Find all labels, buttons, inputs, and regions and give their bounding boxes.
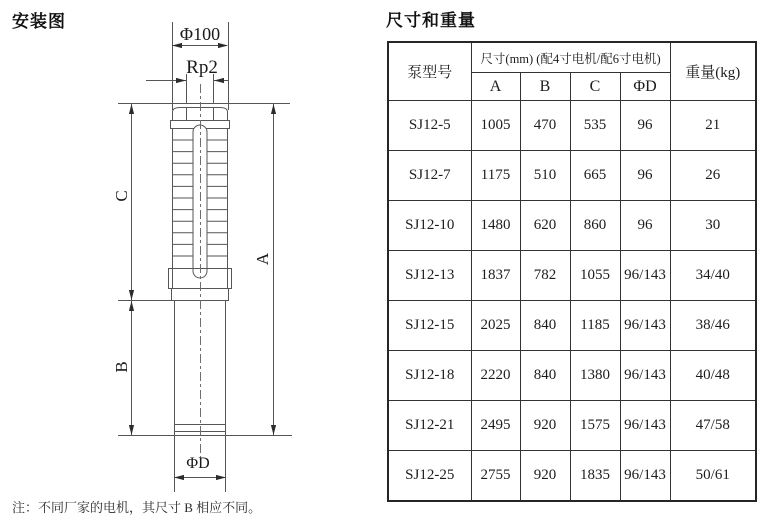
cell-b: 920	[520, 401, 570, 451]
cell-weight: 50/61	[670, 451, 756, 502]
table-row	[388, 351, 756, 401]
cell-a: 1005	[471, 101, 520, 151]
cell-phid: 96/143	[620, 301, 670, 351]
cell-phid: 96/143	[620, 401, 670, 451]
cell-c: 860	[570, 201, 620, 251]
cell-a: 2755	[471, 451, 520, 502]
dim-c	[112, 104, 134, 300]
cell-b: 840	[520, 301, 570, 351]
cell-a: 2220	[471, 351, 520, 401]
cell-model: SJ12-13	[388, 251, 471, 301]
pump-outline	[169, 84, 232, 492]
cell-phid: 96/143	[620, 351, 670, 401]
cell-weight: 34/40	[670, 251, 756, 301]
cell-b: 782	[520, 251, 570, 301]
dim-b-label: B	[112, 361, 131, 373]
cell-phid: 96	[620, 201, 670, 251]
cell-phid: 96	[620, 101, 670, 151]
table-row	[388, 151, 756, 201]
pump-installation-diagram	[0, 0, 380, 522]
cell-phid: 96/143	[620, 251, 670, 301]
dim-a	[253, 104, 276, 435]
table-row	[388, 301, 756, 351]
cable-guard-slot	[193, 125, 207, 278]
dimensions-table-title: 尺寸和重量	[386, 11, 476, 30]
cell-a: 1480	[471, 201, 520, 251]
cell-model: SJ12-15	[388, 301, 471, 351]
cell-b: 620	[520, 201, 570, 251]
cell-weight: 47/58	[670, 401, 756, 451]
dim-phid	[174, 455, 226, 480]
cell-c: 535	[570, 101, 620, 151]
cell-c: 1055	[570, 251, 620, 301]
table-row	[388, 451, 756, 502]
rp2-label: Rp2	[186, 57, 218, 78]
cell-model: SJ12-18	[388, 351, 471, 401]
cell-weight: 21	[670, 101, 756, 151]
col-header-dims-group: 尺寸(mm) (配4寸电机/配6寸电机)	[471, 42, 670, 73]
phi100-label: Φ100	[179, 24, 221, 44]
col-header-weight: 重量(kg)	[670, 42, 756, 101]
col-header-c: C	[570, 73, 620, 101]
dim-rp2	[146, 57, 228, 104]
col-header-a: A	[471, 73, 520, 101]
table-row	[388, 101, 756, 151]
cell-b: 470	[520, 101, 570, 151]
col-header-b: B	[520, 73, 570, 101]
dim-b	[112, 301, 134, 435]
cell-weight: 26	[670, 151, 756, 201]
cell-phid: 96/143	[620, 451, 670, 502]
cell-weight: 30	[670, 201, 756, 251]
cell-b: 840	[520, 351, 570, 401]
dim-c-label: C	[112, 190, 131, 202]
table-row	[388, 251, 756, 301]
cell-c: 1575	[570, 401, 620, 451]
cell-weight: 40/48	[670, 351, 756, 401]
cell-a: 1837	[471, 251, 520, 301]
installation-diagram-title: 安装图	[12, 12, 66, 31]
cell-b: 920	[520, 451, 570, 502]
cell-weight: 38/46	[670, 301, 756, 351]
col-header-model: 泵型号	[388, 42, 471, 101]
dim-a-label: A	[253, 252, 272, 266]
cell-model: SJ12-25	[388, 451, 471, 502]
cell-a: 2495	[471, 401, 520, 451]
diagram-note: 注：不同厂家的电机，其尺寸 B 相应不同。	[12, 500, 262, 515]
cell-c: 1380	[570, 351, 620, 401]
cell-a: 1175	[471, 151, 520, 201]
table-row	[388, 201, 756, 251]
cell-a: 2025	[471, 301, 520, 351]
cell-model: SJ12-10	[388, 201, 471, 251]
cell-c: 1185	[570, 301, 620, 351]
cell-phid: 96	[620, 151, 670, 201]
col-header-phid: ΦD	[620, 73, 670, 101]
cell-b: 510	[520, 151, 570, 201]
header-row-group	[388, 42, 756, 73]
cell-c: 665	[570, 151, 620, 201]
phid-label: ΦD	[186, 455, 210, 472]
table-row	[388, 401, 756, 451]
cell-model: SJ12-5	[388, 101, 471, 151]
cell-c: 1835	[570, 451, 620, 502]
cell-model: SJ12-7	[388, 151, 471, 201]
cell-model: SJ12-21	[388, 401, 471, 451]
dimensions-weight-table	[387, 41, 757, 502]
